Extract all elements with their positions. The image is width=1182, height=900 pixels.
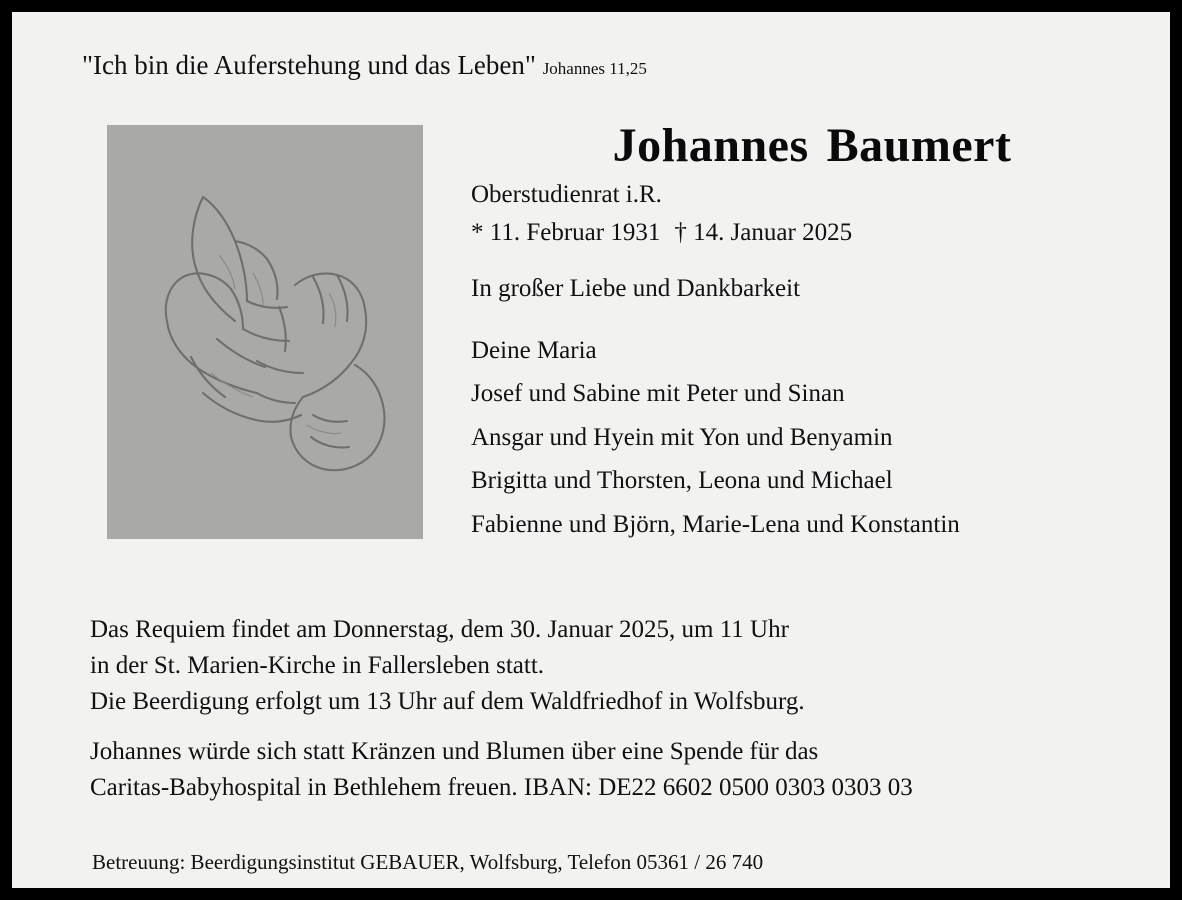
service-line: Das Requiem findet am Donnerstag, dem 30. Januar 2025, um 11 Uhr <box>90 616 789 643</box>
family-list <box>471 329 1157 547</box>
scripture-quote: "Ich bin die Auferstehung und das Leben" <box>82 50 536 80</box>
list-item: Brigitta und Thorsten, Leona und Michael <box>471 467 893 495</box>
last-name: Baumert <box>826 119 1012 172</box>
funeral-service-info <box>90 612 1130 720</box>
list-item: Fabienne und Björn, Marie-Lena und Konstantin <box>471 510 960 538</box>
list-item: Ansgar und Hyein mit Yon und Benyamin <box>471 423 893 451</box>
profession-line: Oberstudienrat i.R. <box>471 180 662 208</box>
death-date: † 14. Januar 2025 <box>674 218 853 246</box>
portrait-image <box>107 125 423 539</box>
service-line: in der St. Marien-Kirche in Fallersleben statt. <box>90 652 545 679</box>
lifespan-line <box>471 219 1157 247</box>
obituary-notice <box>12 12 1170 888</box>
donation-line: Caritas-Babyhospital in Bethlehem freuen. IBAN: DE22 6602 0500 0303 0303 03 <box>90 774 913 801</box>
page-title <box>467 120 1157 173</box>
list-item: Deine Maria <box>471 336 597 364</box>
list-item: Josef und Sabine mit Peter und Sinan <box>471 380 845 408</box>
service-line: Die Beerdigung erfolgt um 13 Uhr auf dem Waldfriedhof in Wolfsburg. <box>90 688 805 715</box>
scripture-reference: Johannes 11,25 <box>542 59 647 78</box>
birth-date: * 11. Februar 1931 <box>471 218 661 246</box>
donation-line: Johannes würde sich statt Kränzen und Blumen über eine Spende für das <box>90 738 819 765</box>
dedication-line: In großer Liebe und Dankbarkeit <box>471 274 801 302</box>
funeral-home-note: Betreuung: Beerdigungsinstitut GEBAUER, Wolfsburg, Telefon 05361 / 26 740 <box>92 850 764 874</box>
scripture-quote-line <box>82 50 647 81</box>
hands-drawing-icon <box>107 125 423 539</box>
first-name: Johannes <box>612 119 809 172</box>
deceased-details <box>467 120 1157 546</box>
donation-info <box>90 734 1130 806</box>
